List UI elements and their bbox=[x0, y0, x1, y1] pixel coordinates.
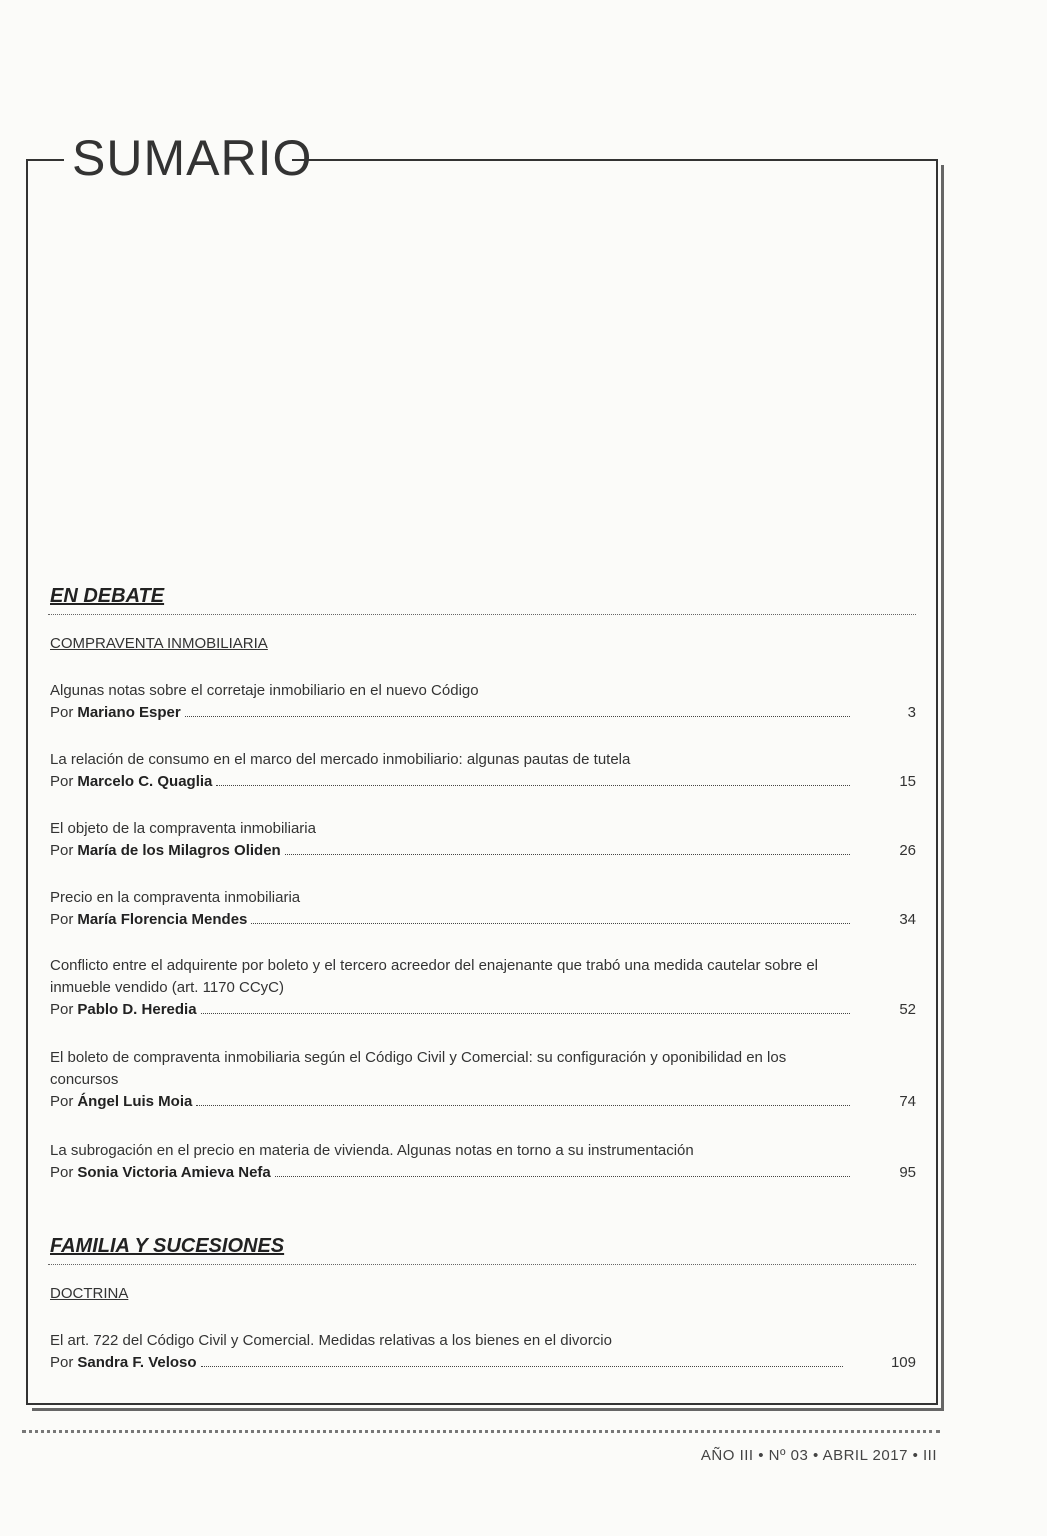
by-prefix: Por bbox=[50, 773, 74, 790]
entry-title: La subrogación en el precio en materia de vivienda. Algunas notas en torno a su instrumentación bbox=[50, 1142, 694, 1159]
section-heading-en-debate: EN DEBATE bbox=[50, 585, 165, 607]
dot-leader bbox=[185, 716, 850, 717]
entry-author: Marcelo C. Quaglia bbox=[77, 773, 213, 790]
entry-byline bbox=[50, 1091, 916, 1113]
frame-top-line-left bbox=[26, 159, 64, 161]
toc-entry[interactable] bbox=[50, 818, 916, 862]
entry-title: El boleto de compraventa inmobiliaria según el Código Civil y Comercial: su configuración y oponibilidad en los concursos bbox=[50, 1049, 787, 1088]
section-divider bbox=[48, 614, 916, 615]
toc-entry[interactable] bbox=[50, 680, 916, 724]
dot-leader bbox=[285, 854, 850, 855]
entry-title: El objeto de la compraventa inmobiliaria bbox=[50, 820, 316, 837]
by-prefix: Por bbox=[50, 1093, 74, 1110]
entry-byline bbox=[50, 702, 916, 724]
entry-author: Mariano Esper bbox=[77, 704, 181, 721]
entry-title: Precio en la compraventa inmobiliaria bbox=[50, 889, 301, 906]
dot-leader bbox=[216, 785, 850, 786]
entry-author: Sandra F. Veloso bbox=[77, 1354, 197, 1371]
dot-leader bbox=[251, 923, 850, 924]
page-title: SUMARIO bbox=[72, 130, 313, 186]
entry-page-number: 74 bbox=[899, 1093, 916, 1110]
entry-page-number: 34 bbox=[899, 911, 916, 928]
entry-title: El art. 722 del Código Civil y Comercial. Medidas relativas a los bienes en el divorcio bbox=[50, 1332, 612, 1349]
entry-title: La relación de consumo en el marco del mercado inmobiliario: algunas pautas de tutela bbox=[50, 751, 631, 768]
entry-author: María de los Milagros Oliden bbox=[77, 842, 281, 859]
by-prefix: Por bbox=[50, 1164, 74, 1181]
entry-byline bbox=[50, 999, 916, 1021]
entry-author: Pablo D. Heredia bbox=[77, 1001, 197, 1018]
entry-page-number: 26 bbox=[899, 842, 916, 859]
issue-footer: AÑO III • Nº 03 • ABRIL 2017 • III bbox=[700, 1447, 937, 1464]
entry-byline bbox=[50, 909, 916, 931]
entry-title: Conflicto entre el adquirente por boleto y el tercero acreedor del enajenante que trabó una medida cautelar sobre el inmueble vendido (art. 1170 CCyC) bbox=[50, 957, 818, 996]
toc-entry[interactable] bbox=[50, 749, 916, 793]
footer-divider bbox=[22, 1430, 940, 1433]
section-heading-familia-y-sucesiones: FAMILIA Y SUCESIONES bbox=[50, 1235, 285, 1257]
by-prefix: Por bbox=[50, 842, 74, 859]
frame-top-line-right bbox=[292, 159, 938, 161]
entry-byline bbox=[50, 1352, 916, 1374]
subsection-heading-doctrina: DOCTRINA bbox=[50, 1285, 129, 1302]
entry-page-number: 3 bbox=[907, 704, 916, 721]
dot-leader bbox=[201, 1366, 843, 1367]
entry-page-number: 52 bbox=[899, 1001, 916, 1018]
entry-author: Sonia Victoria Amieva Nefa bbox=[77, 1164, 271, 1181]
entry-author: María Florencia Mendes bbox=[77, 911, 248, 928]
subsection-heading-compraventa: COMPRAVENTA INMOBILIARIA bbox=[50, 635, 268, 652]
toc-entry[interactable] bbox=[50, 955, 916, 1021]
toc-entry[interactable] bbox=[50, 887, 916, 931]
dot-leader bbox=[275, 1176, 850, 1177]
toc-entry[interactable] bbox=[50, 1330, 916, 1374]
dot-leader bbox=[196, 1105, 850, 1106]
entry-byline bbox=[50, 771, 916, 793]
section-divider bbox=[48, 1264, 916, 1265]
entry-byline bbox=[50, 840, 916, 862]
entry-page-number: 95 bbox=[899, 1164, 916, 1181]
toc-entry[interactable] bbox=[50, 1047, 916, 1113]
by-prefix: Por bbox=[50, 704, 74, 721]
by-prefix: Por bbox=[50, 911, 74, 928]
by-prefix: Por bbox=[50, 1354, 74, 1371]
dot-leader bbox=[201, 1013, 850, 1014]
entry-byline bbox=[50, 1162, 916, 1184]
entry-page-number: 15 bbox=[899, 773, 916, 790]
entry-author: Ángel Luis Moia bbox=[77, 1093, 193, 1110]
by-prefix: Por bbox=[50, 1001, 74, 1018]
entry-title: Algunas notas sobre el corretaje inmobiliario en el nuevo Código bbox=[50, 682, 479, 699]
entry-page-number: 109 bbox=[890, 1354, 916, 1371]
toc-entry[interactable] bbox=[50, 1140, 916, 1184]
